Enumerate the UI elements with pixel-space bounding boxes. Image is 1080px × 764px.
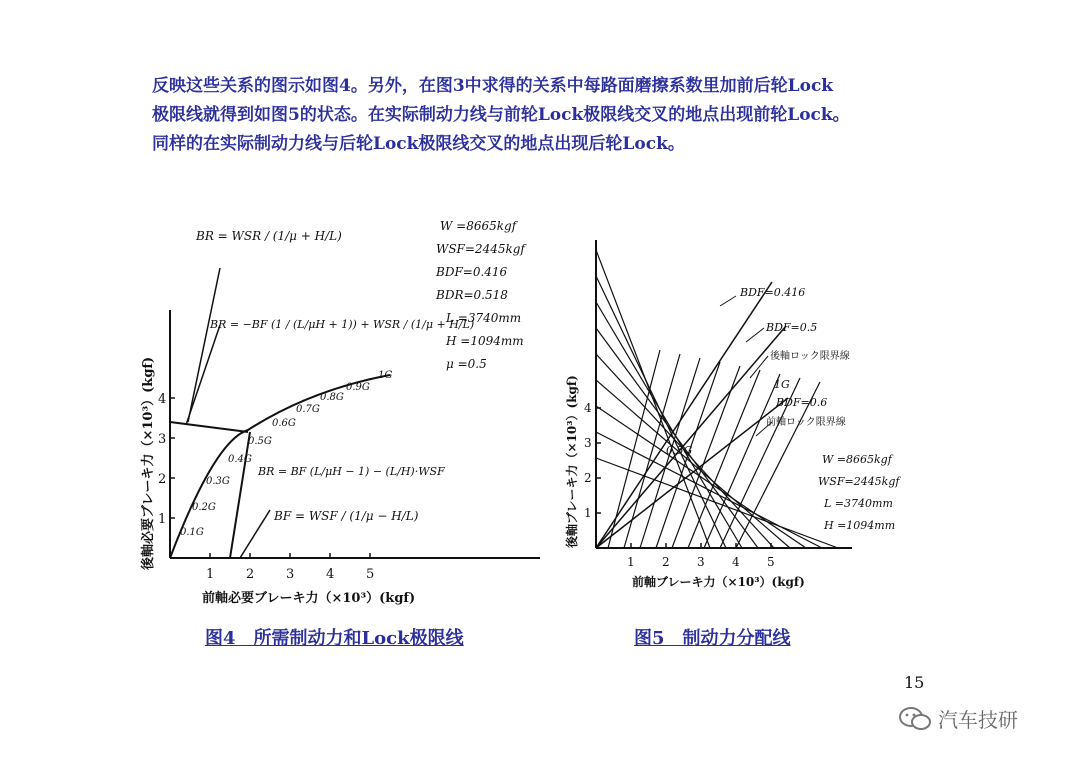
fig5-ytick-4: 4 — [584, 401, 592, 415]
fig4-xtick-2: 2 — [246, 567, 255, 582]
fig4-label-0p7g: 0.7G — [296, 404, 320, 415]
fig5-xtick-5: 5 — [767, 555, 775, 569]
fig5-rear-limit-line — [596, 328, 758, 548]
figure-4 — [140, 200, 560, 620]
watermark — [898, 704, 1018, 733]
fig4-label-0p9g: 0.9G — [346, 382, 370, 393]
fig5-distribution-line — [596, 282, 772, 548]
fig4-label-0p2g: 0.2G — [192, 502, 216, 513]
fig4-param-bdf: BDF=0.416 — [436, 265, 508, 279]
fig4-ytick-2: 2 — [158, 472, 167, 487]
fig4-formula-br-low: BR = BF (L/μH − 1) − (L/H)·WSF — [258, 465, 445, 478]
fig4-xtick-5: 5 — [366, 567, 375, 582]
fig4-param-h: H =1094mm — [446, 334, 524, 348]
intro-line-1: 反映这些关系的图示如图4。另外，在图3中求得的关系中每路面磨擦系数里加前后轮Lock — [152, 76, 834, 96]
fig5-distribution-line — [596, 398, 788, 548]
fig4-param-w: W =8665kgf — [440, 219, 517, 233]
fig4-param-wsf: WSF=2445kgf — [436, 242, 525, 256]
fig5-label-front-lock: 前軸ロック限界線 — [766, 417, 846, 428]
fig4-param-l: L =3740mm — [446, 311, 522, 325]
fig5-xtick-3: 3 — [697, 555, 705, 569]
fig4-label-0p8g: 0.8G — [320, 392, 344, 403]
fig4-x-title: 前軸必要ブレーキ力（×10³）(kgf) — [202, 591, 416, 606]
fig4-param-mu: μ =0.5 — [446, 357, 487, 371]
fig4-formula-br-top: BR = WSR / (1/μ + H/L) — [196, 229, 342, 243]
fig4-y-title: 後軸必要ブレーキ力（×10³）(kgf) — [141, 356, 156, 570]
fig4-formula-bf: BF = WSF / (1/μ − H/L) — [274, 509, 419, 523]
fig4-rear-lock-line — [170, 422, 248, 432]
fig5-x-title: 前軸ブレーキ力（×10³）(kgf) — [632, 575, 805, 589]
fig5-label-bdf-0p5: BDF=0.5 — [766, 321, 818, 334]
fig4-label-0p5g: 0.5G — [248, 436, 272, 447]
fig4-label-0p3g: 0.3G — [206, 476, 230, 487]
fig4-xtick-3: 3 — [286, 567, 295, 582]
fig4-param-bdr: BDR=0.518 — [436, 288, 508, 302]
fig5-rear-limit-line — [596, 380, 790, 548]
fig4-front-lock-line — [230, 432, 250, 558]
figure-5-plot — [560, 230, 900, 610]
fig4-xtick-1: 1 — [206, 567, 215, 582]
fig4-ytick-4: 4 — [158, 392, 167, 407]
fig4-ytick-3: 3 — [158, 432, 167, 447]
fig5-label-1g: 1G — [774, 378, 790, 391]
fig5-param-l: L =3740mm — [824, 497, 893, 510]
fig5-label-bdf-0p6: BDF=0.6 — [776, 396, 828, 409]
fig4-formula-br-mid: BR = −BF (1 / (L/μH + 1)) + WSR / (1/μ + H/L) — [210, 318, 475, 331]
fig5-leader-line — [750, 356, 768, 378]
fig4-xtick-4: 4 — [326, 567, 335, 582]
fig5-leader-line — [746, 328, 764, 342]
fig5-ytick-3: 3 — [584, 436, 592, 450]
intro-line-3: 同样的在实际制动力线与后轮Lock极限线交叉的地点出现后轮Lock。 — [152, 134, 685, 154]
fig4-label-0p6g: 0.6G — [272, 418, 296, 429]
fig5-param-wsf: WSF=2445kgf — [818, 475, 900, 488]
fig4-label-0p4g: 0.4G — [228, 454, 252, 465]
fig4-leader-3 — [240, 510, 270, 558]
fig5-label-rear-lock: 後軸ロック限界線 — [770, 351, 850, 362]
fig4-label-1g: 1G — [378, 370, 393, 381]
fig4-leader-1 — [188, 268, 220, 422]
fig5-leader-line — [720, 296, 736, 306]
fig5-label-bdf-0p416: BDF=0.416 — [740, 286, 806, 299]
fig5-label-0p5g: 0.5G — [666, 444, 693, 457]
fig5-xtick-1: 1 — [627, 555, 635, 569]
fig4-label-0p1g: 0.1G — [180, 527, 204, 538]
watermark-text: 汽车技研 — [938, 708, 1018, 732]
fig5-rear-limit-line — [596, 458, 838, 548]
wechat-icon — [898, 706, 932, 732]
figure-5-caption: 图5 制动力分配线 — [634, 628, 791, 649]
figure-4-plot — [140, 200, 560, 620]
fig5-ytick-1: 1 — [584, 506, 592, 520]
fig5-xtick-4: 4 — [732, 555, 740, 569]
figure-5 — [560, 230, 900, 610]
fig5-param-h: H =1094mm — [824, 519, 896, 532]
fig5-ytick-2: 2 — [584, 471, 592, 485]
fig4-ytick-1: 1 — [158, 512, 167, 527]
fig4-leader-2 — [186, 325, 220, 425]
fig5-param-w: W =8665kgf — [822, 453, 892, 466]
page-number: 15 — [904, 673, 925, 692]
intro-paragraph — [152, 72, 972, 159]
fig5-y-title: 後軸ブレーキ力（×10³）(kgf) — [565, 375, 579, 548]
intro-line-2: 极限线就得到如图5的状态。在实际制动力线与前轮Lock极限线交叉的地点出现前轮Lock。 — [152, 105, 850, 125]
figure-4-caption: 图4 所需制动力和Lock极限线 — [205, 628, 464, 649]
fig5-xtick-2: 2 — [662, 555, 670, 569]
